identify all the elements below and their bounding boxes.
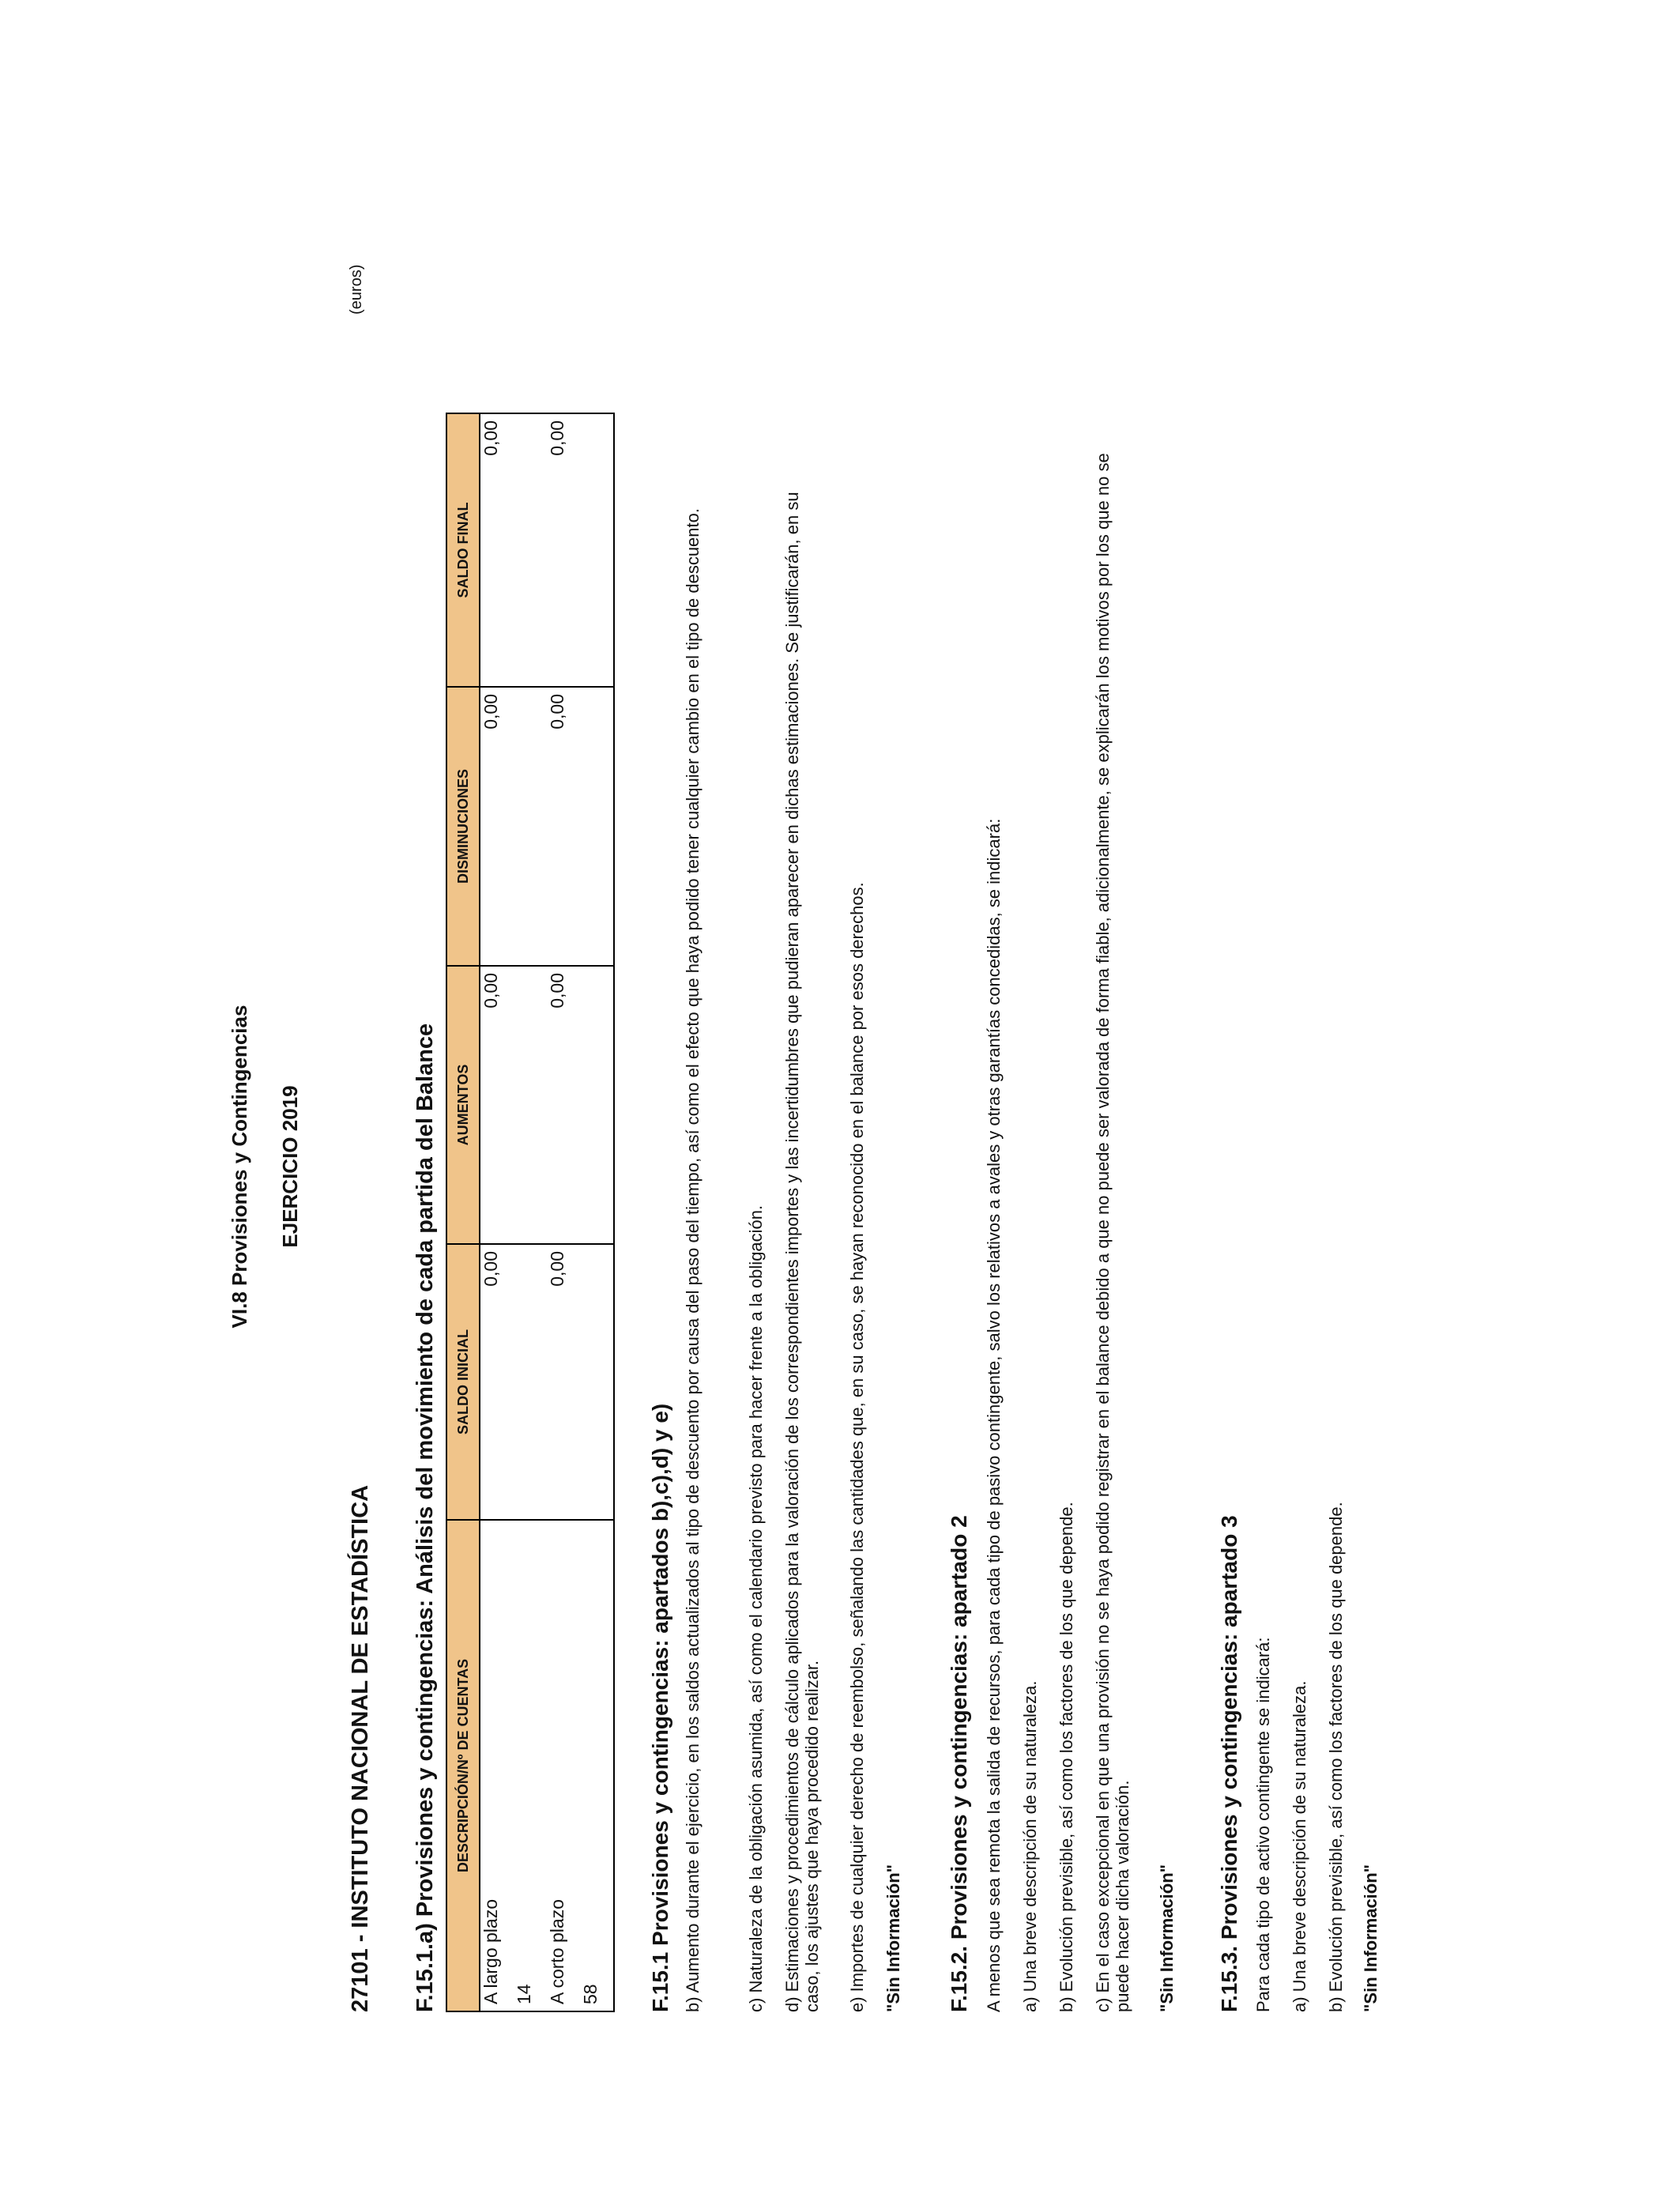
table-header-row xyxy=(446,413,480,2011)
section-2-heading: F.15.2. Provisiones y contingencias: apartado 2 xyxy=(947,1515,971,2012)
table-row xyxy=(547,413,580,2011)
section-3-heading: F.15.3. Provisiones y contingencias: apartado 3 xyxy=(1217,1515,1241,2012)
row-description: A corto plazo xyxy=(547,1520,580,2011)
section-1-item-c: c) Naturaleza de la obligación asumida, así como el calendario previsto para hacer frente a la obligación. xyxy=(746,1204,766,2012)
entity-name: 27101 - INSTITUTO NACIONAL DE ESTADÍSTICA xyxy=(348,1484,373,2012)
row-description: A largo plazo xyxy=(480,1520,514,2011)
section-2-no-info: "Sin Información" xyxy=(1157,1864,1177,2012)
table-row-code xyxy=(580,413,614,2011)
section-3-item-a: a) Una breve descripción de su naturaleza. xyxy=(1290,1680,1309,2012)
section-1-item-b: b) Aumento durante el ejercicio, en los saldos actualizados al tipo de descuento por causa del paso del tiempo, así como el efecto que haya podido tener cualquier cambio en el tipo de descuento. xyxy=(683,508,703,2012)
section-3-intro: Para cada tipo de activo contingente se indicará: xyxy=(1253,1637,1273,2012)
report-year: EJERCICIO 2019 xyxy=(278,1085,302,1248)
table-heading: F.15.1.a) Provisiones y contingencias: Análisis del movimiento de cada partida del Balance xyxy=(412,1023,438,2012)
cell-saldo-final: 0,00 xyxy=(547,413,580,687)
column-header-description: DESCRIPCIÓN/Nº DE CUENTAS xyxy=(446,1520,480,2011)
section-1-heading: F.15.1 Provisiones y contingencias: apartados b),c),d) y e) xyxy=(648,1403,672,2012)
section-1-item-d: d) Estimaciones y procedimientos de cálculo aplicados para la valoración de los correspondientes importes y las incertidumbres que pudieran aparecer en dichas estimaciones. Se justificarán, en su caso, los ajustes que haya procedido realizar. xyxy=(782,492,822,2012)
currency-unit: (euros) xyxy=(348,264,365,315)
section-2-item-c: c) En el caso excepcional en que una provisión no se haya podido registrar en el balance debido a que no puede ser valorada de forma fiable, adicionalmente, se explicarán los motivos por los que no se puede hacer dicha valoración. xyxy=(1093,453,1132,2012)
column-header-saldo-final: SALDO FINAL xyxy=(446,413,480,687)
table-row-code xyxy=(514,413,547,2011)
section-2-intro: A menos que sea remota la salida de recursos, para cada tipo de pasivo contingente, salvo los relativos a avales y otras garantías concedidas, se indicará: xyxy=(984,818,1004,2012)
provisions-table xyxy=(446,413,615,2012)
row-account-code: 58 xyxy=(580,1520,614,2011)
column-header-saldo-inicial: SALDO INICIAL xyxy=(446,1244,480,1520)
section-3-no-info: "Sin Información" xyxy=(1361,1864,1381,2012)
cell-aumentos: 0,00 xyxy=(547,966,580,1244)
cell-disminuciones: 0,00 xyxy=(547,687,580,966)
row-account-code: 14 xyxy=(514,1520,547,2011)
rotated-report-page xyxy=(0,139,1680,2194)
cell-saldo-inicial: 0,00 xyxy=(547,1244,580,1520)
section-1-no-info: "Sin Información" xyxy=(883,1864,903,2012)
section-1-item-e: e) Importes de cualquier derecho de reembolso, señalando las cantidades que, en su caso, se hayan reconocido en el balance por esos derechos. xyxy=(847,882,867,2012)
section-2-item-a: a) Una breve descripción de su naturaleza. xyxy=(1020,1680,1040,2012)
column-header-disminuciones: DISMINUCIONES xyxy=(446,687,480,966)
section-2-item-b: b) Evolución previsible, así como los factores de los que depende. xyxy=(1057,1502,1076,2012)
column-header-aumentos: AUMENTOS xyxy=(446,966,480,1244)
cell-saldo-inicial: 0,00 xyxy=(480,1244,514,1520)
section-3-item-b: b) Evolución previsible, así como los factores de los que depende. xyxy=(1326,1502,1346,2012)
cell-disminuciones: 0,00 xyxy=(480,687,514,966)
cell-aumentos: 0,00 xyxy=(480,966,514,1244)
table-row xyxy=(480,413,514,2011)
cell-saldo-final: 0,00 xyxy=(480,413,514,687)
report-title: VI.8 Provisiones y Contingencias xyxy=(228,1005,251,1329)
